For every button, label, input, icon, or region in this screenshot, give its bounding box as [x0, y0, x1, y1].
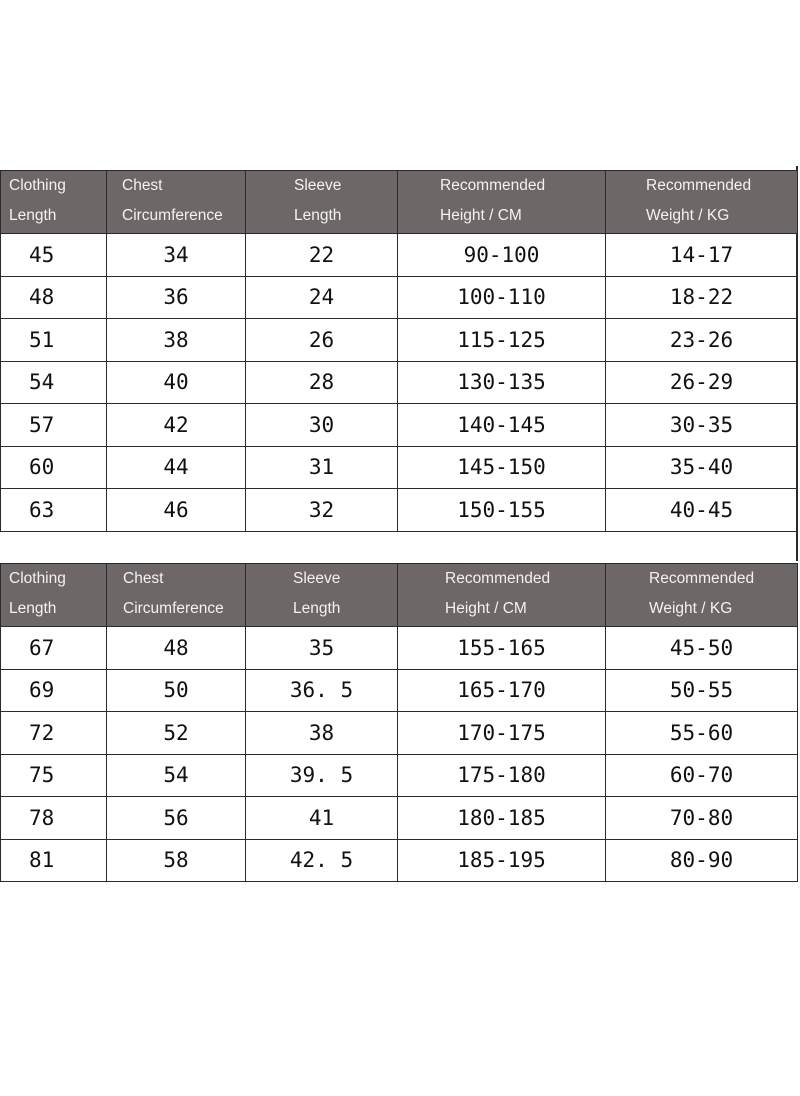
cell-chest-circumference: 42	[107, 404, 246, 447]
table-row	[1, 712, 798, 755]
header-recommended-weight	[606, 564, 798, 627]
table-row	[1, 839, 798, 882]
size-table-1-header	[1, 171, 798, 234]
header-label: Chest	[123, 570, 164, 587]
header-label: Height / CM	[445, 600, 527, 617]
cell-recommended-weight: 23-26	[606, 319, 798, 362]
cell-recommended-height: 155-165	[398, 627, 606, 670]
cell-chest-circumference: 40	[107, 361, 246, 404]
cell-recommended-height: 185-195	[398, 839, 606, 882]
cell-recommended-weight: 45-50	[606, 627, 798, 670]
cell-chest-circumference: 48	[107, 627, 246, 670]
cell-recommended-weight: 18-22	[606, 276, 798, 319]
table-row	[1, 234, 798, 277]
cell-recommended-height: 170-175	[398, 712, 606, 755]
cell-recommended-weight: 40-45	[606, 489, 798, 532]
cell-chest-circumference: 58	[107, 839, 246, 882]
cell-clothing-length: 51	[1, 319, 107, 362]
header-label: Clothing	[9, 570, 66, 587]
cell-chest-circumference: 46	[107, 489, 246, 532]
header-label: Recommended	[646, 177, 752, 194]
header-label: Length	[293, 600, 341, 617]
cell-recommended-weight: 35-40	[606, 446, 798, 489]
cell-sleeve-length: 28	[246, 361, 398, 404]
header-sleeve-length	[246, 564, 398, 627]
cell-chest-circumference: 52	[107, 712, 246, 755]
right-edge-line	[796, 539, 798, 561]
table-row	[1, 361, 798, 404]
table-row	[1, 669, 798, 712]
header-label: Sleeve	[293, 570, 341, 587]
header-label: Circumference	[122, 207, 223, 224]
cell-clothing-length: 63	[1, 489, 107, 532]
cell-clothing-length: 81	[1, 839, 107, 882]
size-table-1	[0, 170, 798, 532]
size-table-2-body	[1, 627, 798, 882]
table-row	[1, 276, 798, 319]
header-label: Recommended	[649, 570, 755, 587]
cell-recommended-height: 175-180	[398, 754, 606, 797]
cell-clothing-length: 54	[1, 361, 107, 404]
cell-chest-circumference: 56	[107, 797, 246, 840]
cell-sleeve-length: 42. 5	[246, 839, 398, 882]
cell-sleeve-length: 31	[246, 446, 398, 489]
cell-recommended-height: 100-110	[398, 276, 606, 319]
cell-recommended-height: 140-145	[398, 404, 606, 447]
header-row	[1, 564, 798, 627]
cell-clothing-length: 78	[1, 797, 107, 840]
cell-recommended-weight: 30-35	[606, 404, 798, 447]
cell-sleeve-length: 22	[246, 234, 398, 277]
header-label: Weight / KG	[646, 207, 730, 224]
cell-recommended-weight: 26-29	[606, 361, 798, 404]
size-table-2-header	[1, 564, 798, 627]
cell-recommended-height: 115-125	[398, 319, 606, 362]
cell-recommended-weight: 80-90	[606, 839, 798, 882]
cell-recommended-weight: 55-60	[606, 712, 798, 755]
cell-clothing-length: 67	[1, 627, 107, 670]
cell-recommended-height: 145-150	[398, 446, 606, 489]
header-label: Sleeve	[294, 177, 342, 194]
header-label: Recommended	[440, 177, 546, 194]
cell-recommended-height: 130-135	[398, 361, 606, 404]
cell-sleeve-length: 38	[246, 712, 398, 755]
cell-sleeve-length: 30	[246, 404, 398, 447]
table-row	[1, 446, 798, 489]
cell-chest-circumference: 54	[107, 754, 246, 797]
header-row	[1, 171, 798, 234]
size-table-1-body	[1, 234, 798, 532]
header-recommended-weight	[606, 171, 798, 234]
cell-chest-circumference: 50	[107, 669, 246, 712]
header-chest-circumference	[107, 171, 246, 234]
cell-sleeve-length: 39. 5	[246, 754, 398, 797]
header-label: Clothing	[9, 177, 66, 194]
header-sleeve-length	[246, 171, 398, 234]
cell-sleeve-length: 41	[246, 797, 398, 840]
cell-recommended-height: 150-155	[398, 489, 606, 532]
cell-sleeve-length: 26	[246, 319, 398, 362]
cell-chest-circumference: 44	[107, 446, 246, 489]
table-row	[1, 797, 798, 840]
header-recommended-height	[398, 564, 606, 627]
header-label: Length	[9, 600, 57, 617]
cell-clothing-length: 45	[1, 234, 107, 277]
cell-recommended-height: 180-185	[398, 797, 606, 840]
header-label: Height / CM	[440, 207, 522, 224]
cell-recommended-height: 165-170	[398, 669, 606, 712]
header-clothing-length	[1, 171, 107, 234]
cell-clothing-length: 69	[1, 669, 107, 712]
header-label: Recommended	[445, 570, 551, 587]
cell-recommended-weight: 60-70	[606, 754, 798, 797]
cell-clothing-length: 72	[1, 712, 107, 755]
table-row	[1, 754, 798, 797]
cell-recommended-weight: 14-17	[606, 234, 798, 277]
cell-recommended-height: 90-100	[398, 234, 606, 277]
cell-sleeve-length: 32	[246, 489, 398, 532]
header-recommended-height	[398, 171, 606, 234]
header-label: Length	[9, 207, 57, 224]
cell-recommended-weight: 70-80	[606, 797, 798, 840]
header-label: Weight / KG	[649, 600, 733, 617]
table-row	[1, 627, 798, 670]
header-label: Chest	[122, 177, 163, 194]
cell-clothing-length: 48	[1, 276, 107, 319]
cell-chest-circumference: 38	[107, 319, 246, 362]
size-table-2	[0, 563, 798, 882]
cell-chest-circumference: 34	[107, 234, 246, 277]
table-row	[1, 319, 798, 362]
header-label: Circumference	[123, 600, 224, 617]
cell-sleeve-length: 36. 5	[246, 669, 398, 712]
table-row	[1, 489, 798, 532]
cell-clothing-length: 57	[1, 404, 107, 447]
header-clothing-length	[1, 564, 107, 627]
cell-sleeve-length: 24	[246, 276, 398, 319]
cell-sleeve-length: 35	[246, 627, 398, 670]
cell-clothing-length: 75	[1, 754, 107, 797]
header-label: Length	[294, 207, 342, 224]
header-chest-circumference	[107, 564, 246, 627]
cell-clothing-length: 60	[1, 446, 107, 489]
table-row	[1, 404, 798, 447]
cell-chest-circumference: 36	[107, 276, 246, 319]
cell-recommended-weight: 50-55	[606, 669, 798, 712]
